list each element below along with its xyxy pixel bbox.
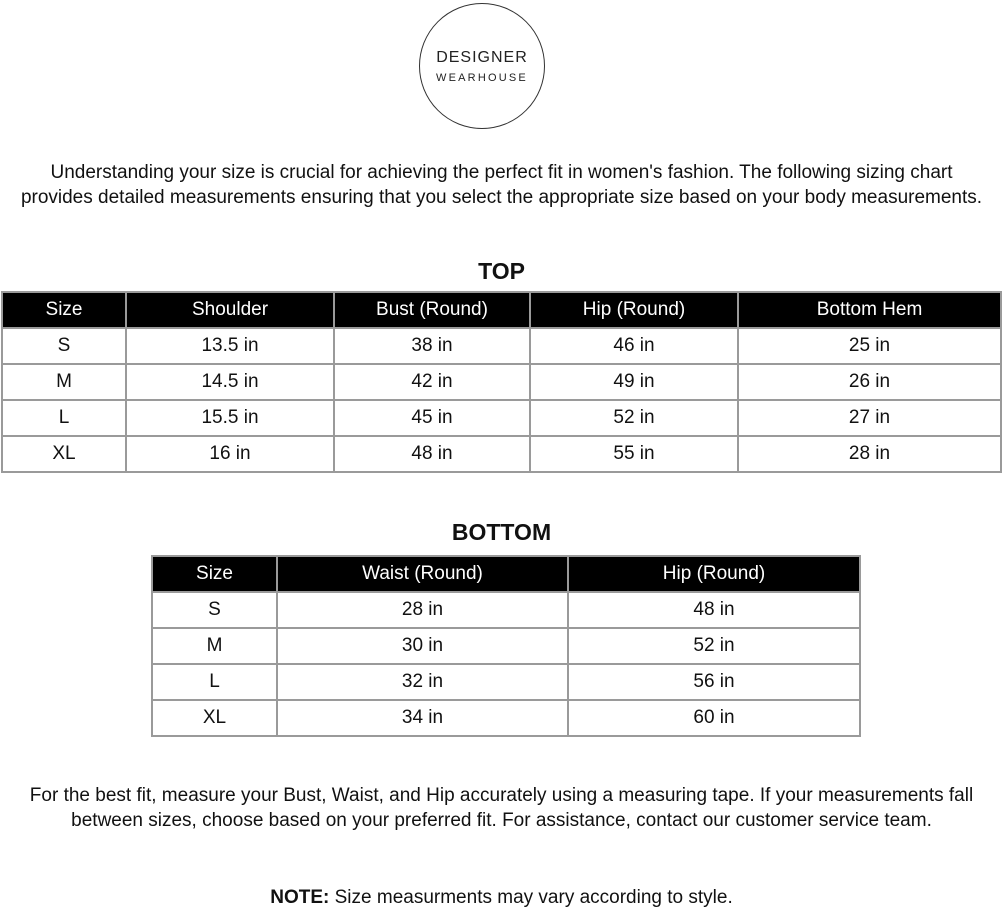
cell-waist: 32 in (277, 664, 568, 700)
header-size: Size (152, 556, 277, 592)
note-label: NOTE: (270, 887, 330, 908)
header-size: Size (2, 292, 126, 328)
cell-size: XL (152, 700, 277, 736)
fit-advice-paragraph: For the best fit, measure your Bust, Waist, and Hip accurately using a measuring tape. If your measurements fall between sizes, choose based on your preferred fit. For assistance, contact our customer service team. (29, 785, 974, 831)
cell-hip: 52 in (530, 400, 738, 436)
header-bottom-hem: Bottom Hem (738, 292, 1001, 328)
cell-waist: 34 in (277, 700, 568, 736)
table-row (2, 364, 1001, 400)
cell-hip: 46 in (530, 328, 738, 364)
header-shoulder: Shoulder (126, 292, 334, 328)
header-hip: Hip (Round) (530, 292, 738, 328)
cell-bottom-hem: 26 in (738, 364, 1001, 400)
bottom-size-table (151, 555, 861, 737)
table-row (152, 628, 860, 664)
cell-bottom-hem: 28 in (738, 436, 1001, 472)
cell-bust: 45 in (334, 400, 530, 436)
cell-bottom-hem: 25 in (738, 328, 1001, 364)
cell-bottom-hem: 27 in (738, 400, 1001, 436)
header-bust: Bust (Round) (334, 292, 530, 328)
cell-size: L (2, 400, 126, 436)
cell-shoulder: 16 in (126, 436, 334, 472)
table-row (2, 328, 1001, 364)
cell-size: XL (2, 436, 126, 472)
table-row (2, 436, 1001, 472)
intro-paragraph: Understanding your size is crucial for achieving the perfect fit in women's fashion. The following sizing chart provides detailed measurements ensuring that you select the appropriate size based on your body measurements. (20, 162, 983, 208)
cell-shoulder: 13.5 in (126, 328, 334, 364)
size-note (0, 887, 1003, 909)
cell-size: S (2, 328, 126, 364)
table-row (2, 400, 1001, 436)
cell-hip: 60 in (568, 700, 860, 736)
brand-logo (419, 3, 545, 129)
cell-shoulder: 14.5 in (126, 364, 334, 400)
table-row (152, 700, 860, 736)
cell-waist: 28 in (277, 592, 568, 628)
bottom-section-title: BOTTOM (451, 519, 552, 545)
cell-hip: 49 in (530, 364, 738, 400)
logo-line-designer: DESIGNER (436, 49, 528, 66)
cell-size: M (152, 628, 277, 664)
cell-size: S (152, 592, 277, 628)
cell-bust: 42 in (334, 364, 530, 400)
top-size-table (1, 291, 1002, 473)
logo-line-wearhouse: WEARHOUSE (436, 72, 528, 84)
header-waist: Waist (Round) (277, 556, 568, 592)
cell-size: L (152, 664, 277, 700)
table-row (152, 664, 860, 700)
table-header-row (2, 292, 1001, 328)
top-section-title: TOP (478, 258, 525, 284)
cell-size: M (2, 364, 126, 400)
cell-waist: 30 in (277, 628, 568, 664)
header-hip: Hip (Round) (568, 556, 860, 592)
cell-bust: 48 in (334, 436, 530, 472)
note-text: Size measurments may vary according to style. (329, 887, 733, 908)
table-header-row (152, 556, 860, 592)
cell-bust: 38 in (334, 328, 530, 364)
cell-hip: 56 in (568, 664, 860, 700)
cell-hip: 48 in (568, 592, 860, 628)
table-row (152, 592, 860, 628)
cell-shoulder: 15.5 in (126, 400, 334, 436)
cell-hip: 52 in (568, 628, 860, 664)
cell-hip: 55 in (530, 436, 738, 472)
